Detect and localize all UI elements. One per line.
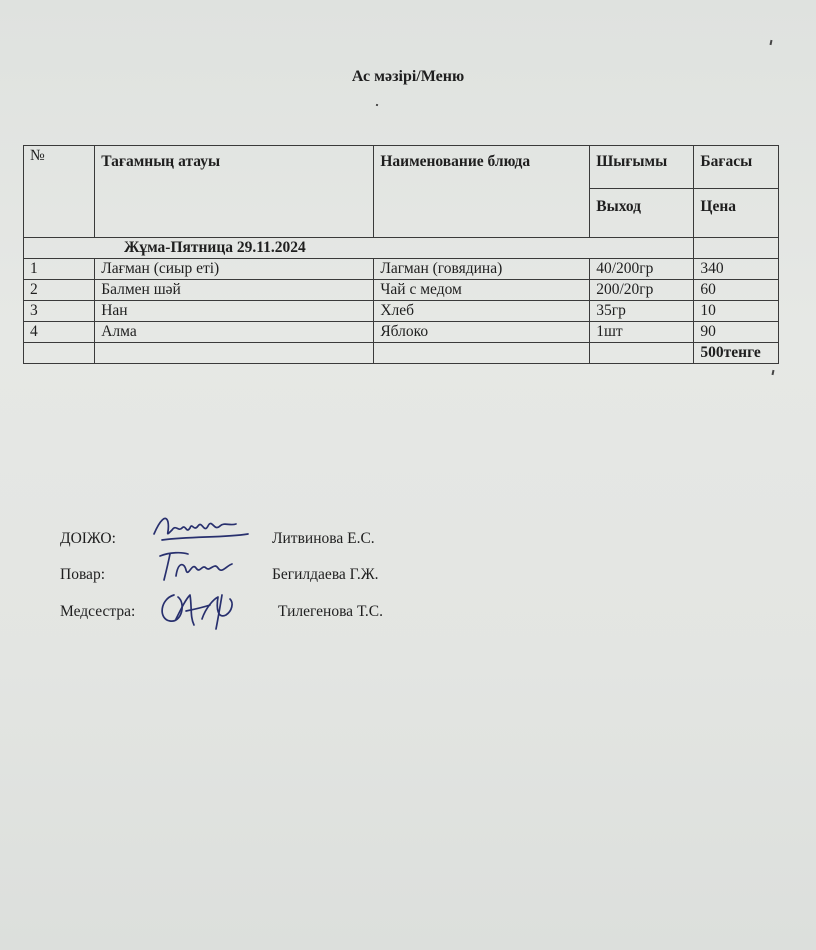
signature-role: Медсестра:	[60, 603, 136, 620]
header-price-kz: Бағасы	[694, 146, 779, 189]
row-name-ru: Хлеб	[374, 301, 590, 322]
row-name-kz: Нан	[95, 301, 374, 322]
signature-mark	[156, 589, 246, 635]
paper-speck	[772, 370, 775, 375]
table-row	[24, 301, 779, 322]
day-label: Жұма-Пятница 29.11.2024	[24, 238, 694, 259]
table-row	[24, 259, 779, 280]
day-row	[24, 238, 779, 259]
row-no: 2	[24, 280, 95, 301]
signature-mark	[152, 512, 252, 546]
row-price: 90	[694, 322, 779, 343]
signature-role: Повар:	[60, 566, 105, 583]
signature-name: Тилегенова Т.С.	[278, 603, 383, 620]
total-value: 500тенге	[694, 343, 779, 364]
signature-mark	[156, 550, 236, 584]
row-price: 60	[694, 280, 779, 301]
row-output: 40/200гр	[590, 259, 694, 280]
row-name-ru: Чай с медом	[374, 280, 590, 301]
menu-table	[23, 145, 779, 364]
row-no: 4	[24, 322, 95, 343]
total-row	[24, 343, 779, 364]
row-name-kz: Лағман (сиыр еті)	[95, 259, 374, 280]
total-empty	[95, 343, 374, 364]
paper-speck	[376, 104, 378, 106]
row-output: 1шт	[590, 322, 694, 343]
row-no: 1	[24, 259, 95, 280]
row-price: 10	[694, 301, 779, 322]
table-row	[24, 280, 779, 301]
row-name-ru: Лагман (говядина)	[374, 259, 590, 280]
day-row-empty	[694, 238, 779, 259]
total-empty	[590, 343, 694, 364]
header-price-ru: Цена	[694, 189, 779, 238]
row-name-ru: Яблоко	[374, 322, 590, 343]
header-no: №	[24, 146, 95, 238]
row-price: 340	[694, 259, 779, 280]
signature-name: Литвинова Е.С.	[272, 530, 375, 547]
table-row	[24, 322, 779, 343]
paper-speck	[770, 40, 773, 45]
row-name-kz: Балмен шәй	[95, 280, 374, 301]
signature-name: Бегилдаева Г.Ж.	[272, 566, 379, 583]
table-header-row	[24, 146, 779, 189]
row-output: 35гр	[590, 301, 694, 322]
header-output-ru: Выход	[590, 189, 694, 238]
signature-role: ДОІЖО:	[60, 530, 116, 547]
row-name-kz: Алма	[95, 322, 374, 343]
total-empty	[24, 343, 95, 364]
row-output: 200/20гр	[590, 280, 694, 301]
header-name-ru: Наименование блюда	[374, 146, 590, 238]
total-empty	[374, 343, 590, 364]
header-name-kz: Тағамның атауы	[95, 146, 374, 238]
page-title: Ас мәзірі/Меню	[351, 68, 465, 85]
header-output-kz: Шығымы	[590, 146, 694, 189]
row-no: 3	[24, 301, 95, 322]
